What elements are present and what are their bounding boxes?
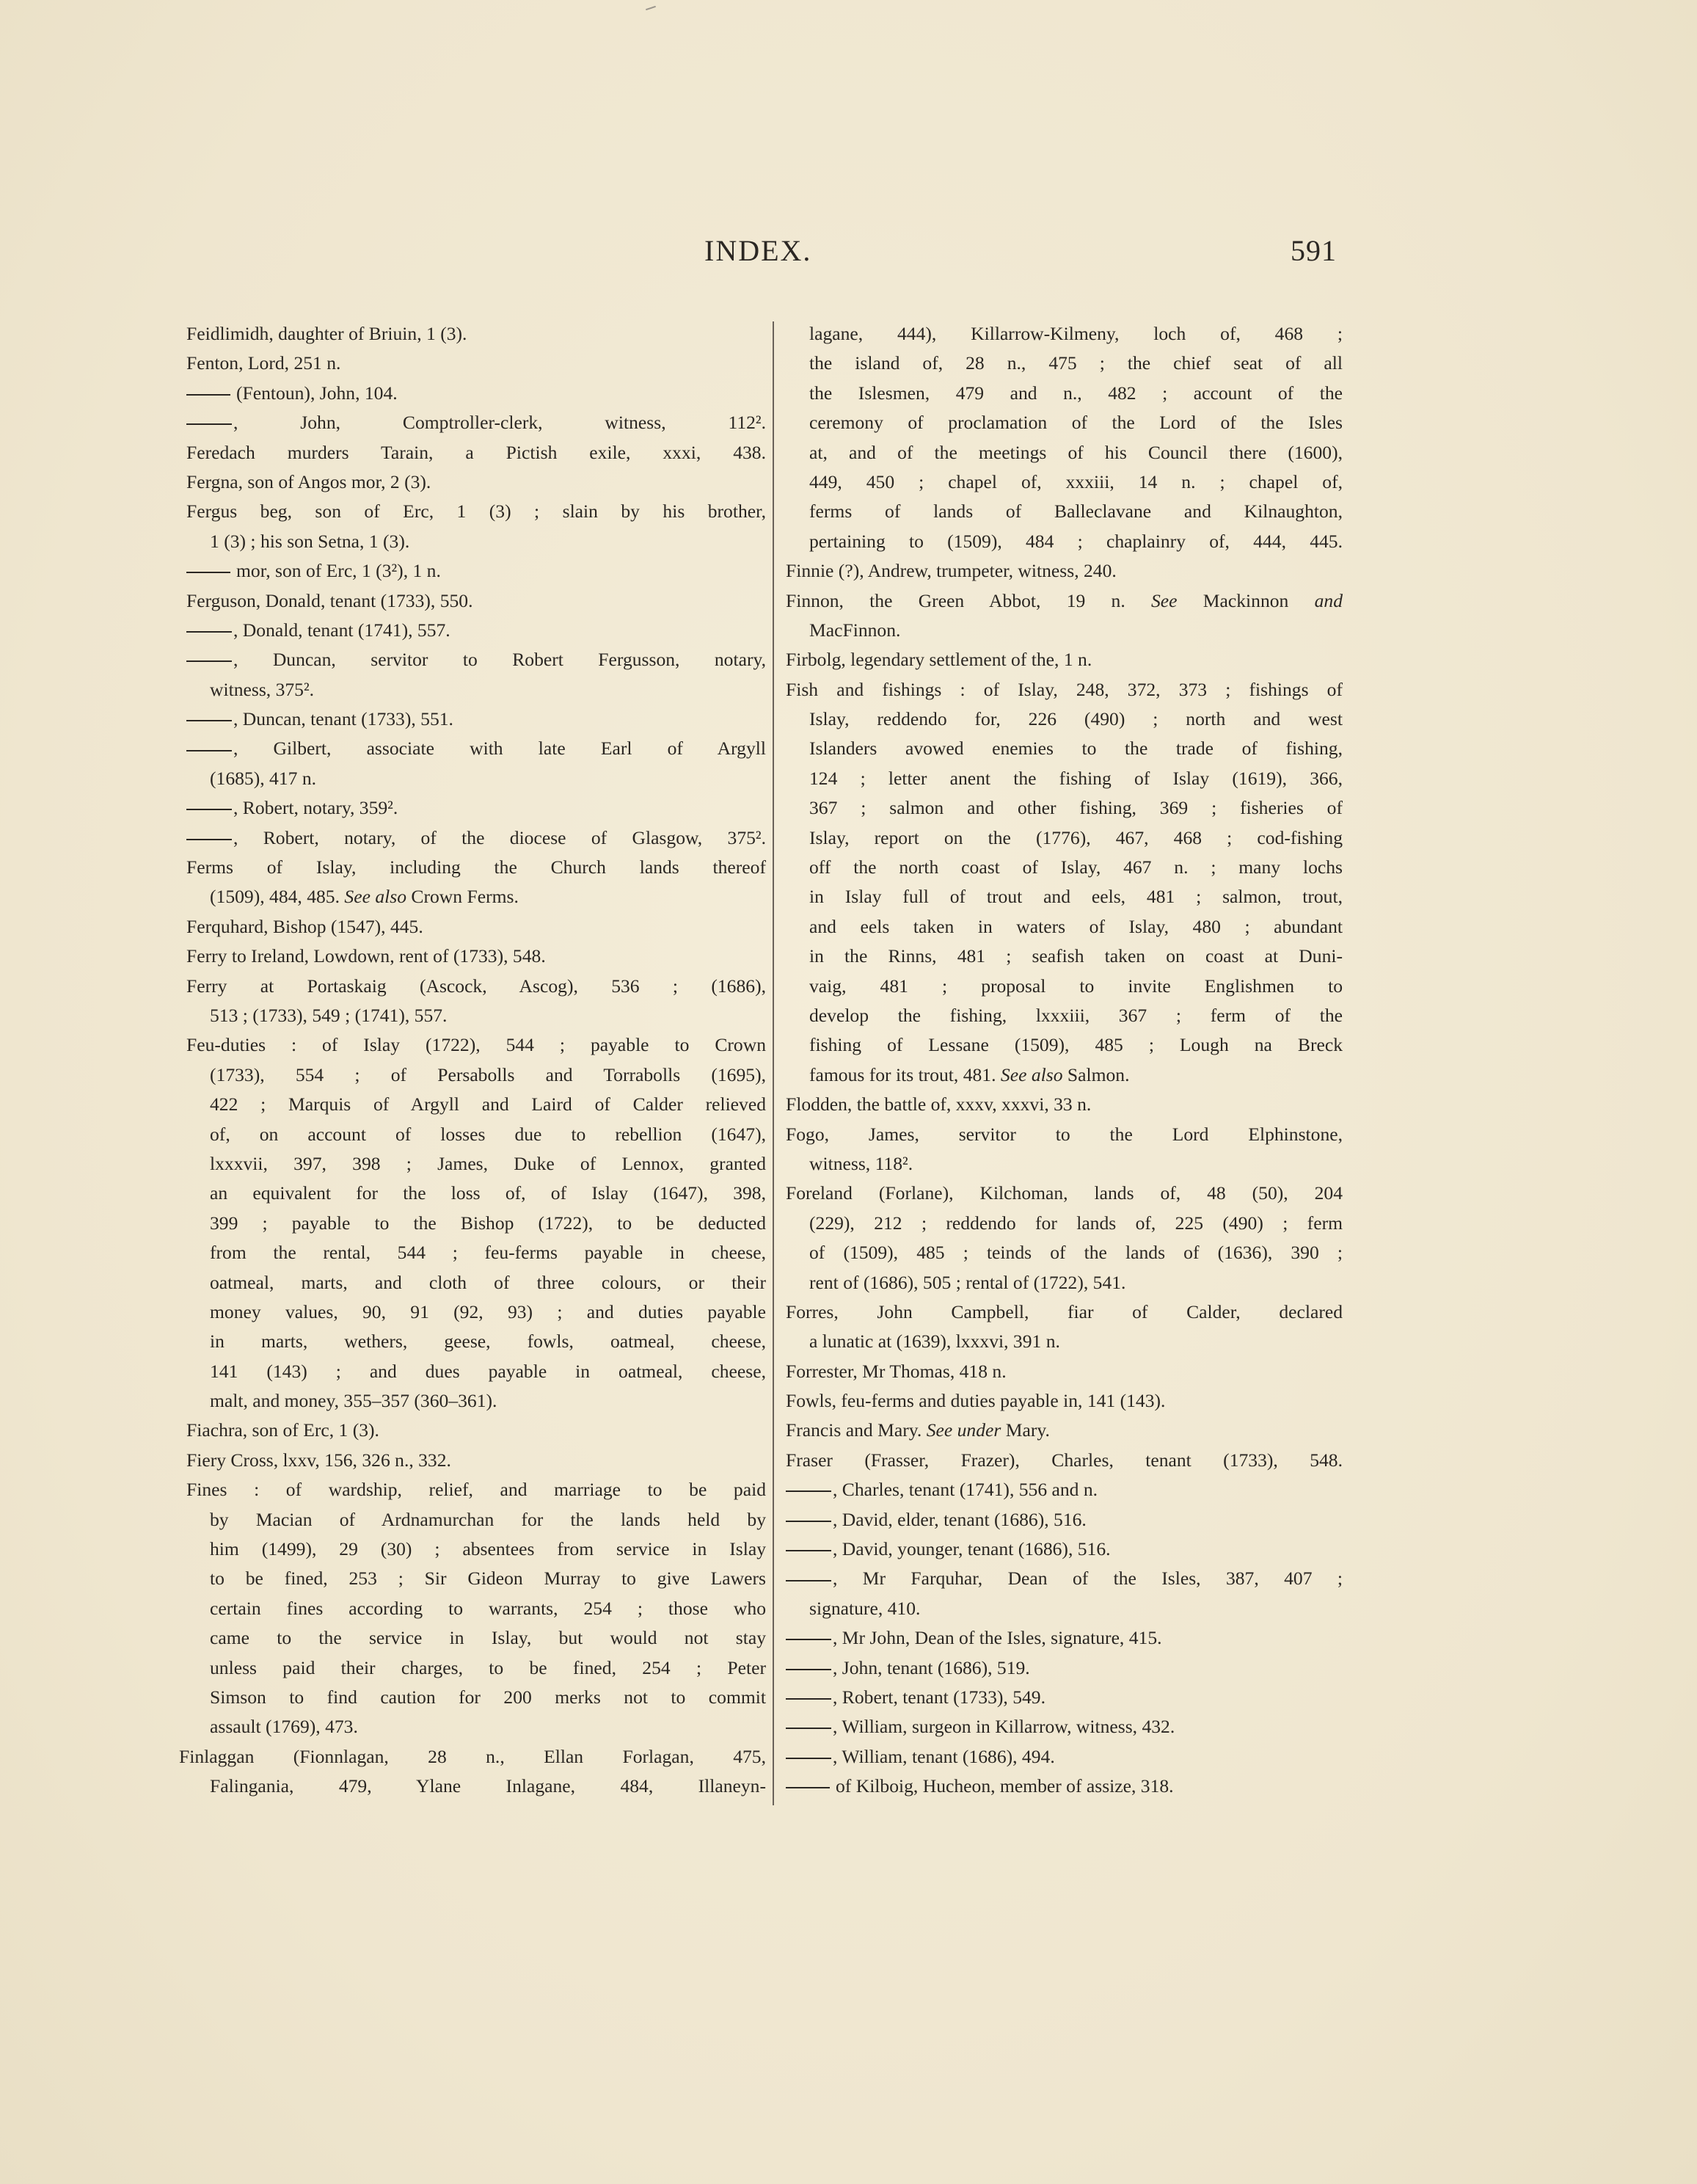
entry-text: (229), 212 ; reddendo for lands of, 225 (490) ; ferm [809, 1212, 1343, 1234]
entry-text: in marts, wethers, geese, fowls, oatmeal, cheese, [210, 1331, 766, 1353]
entry-text: malt, and money, 355–357 (360–361). [210, 1390, 497, 1412]
entry-text: Fines : of wardship, relief, and marriage to be paid [186, 1479, 766, 1501]
index-subentry [786, 1742, 1343, 1772]
index-continuation [786, 853, 1343, 882]
cross-reference-label: See [1150, 589, 1178, 611]
entry-text: Foreland (Forlane), Kilchoman, lands of, 48 (50), 204 [786, 1182, 1343, 1204]
entry-text: , William, tenant (1686), 494. [833, 1745, 1055, 1767]
cross-reference-target: Mary. [1001, 1419, 1050, 1441]
entry-text: , Duncan, tenant (1733), 551. [233, 708, 453, 730]
cross-reference-label: See under [926, 1419, 1001, 1441]
entry-text: off the north coast of Islay, 467 n. ; many lochs [809, 856, 1343, 878]
ditto-dash [186, 572, 230, 573]
index-subentry [186, 408, 766, 437]
index-entry [786, 1446, 1343, 1475]
entry-text: ferms of lands of Balleclavane and Kilnaughton, [809, 500, 1343, 523]
entry-text: came to the service in Islay, but would not stay [210, 1627, 766, 1649]
index-continuation [186, 1238, 766, 1267]
entry-text: Fergus beg, son of Erc, 1 (3) ; slain by his brother, [186, 500, 766, 523]
entry-text: Fogo, James, servitor to the Lord Elphinstone, [786, 1123, 1343, 1145]
entry-text: , David, younger, tenant (1686), 516. [833, 1538, 1111, 1560]
entry-text: pertaining to (1509), 484 ; chaplainry of, 444, 445. [809, 530, 1343, 552]
entry-text: Forres, John Campbell, fiar of Calder, declared [786, 1300, 1343, 1322]
entry-text: oatmeal, marts, and cloth of three colours, or their [210, 1271, 766, 1293]
index-continuation [786, 764, 1343, 793]
entry-text: and eels taken in waters of Islay, 480 ; abundant [809, 915, 1343, 937]
entry-text: Simson to find caution for 200 merks not to commit [210, 1686, 766, 1708]
entry-text: , Donald, tenant (1741), 557. [233, 619, 450, 641]
ditto-dash [186, 750, 232, 751]
entry-text: Feredach murders Tarain, a Pictish exile, xxxi, 438. [186, 441, 766, 463]
index-entry [786, 1090, 1343, 1119]
index-entry [786, 1120, 1343, 1149]
entry-text: 449, 450 ; chapel of, xxxiii, 14 n. ; chapel of, [809, 470, 1343, 492]
index-continuation [786, 1001, 1343, 1030]
index-continuation [186, 675, 766, 705]
index-continuation [186, 1712, 766, 1741]
index-entry [186, 1475, 766, 1504]
index-entry [786, 1416, 1343, 1445]
entry-text: rent of (1686), 505 ; rental of (1722), 541. [809, 1271, 1126, 1293]
index-continuation [786, 942, 1343, 971]
index-entry [786, 1386, 1343, 1416]
ditto-dash [186, 631, 232, 633]
entry-text: Fergna, son of Angos mor, 2 (3). [186, 470, 431, 492]
index-continuation [186, 1386, 766, 1416]
index-entry [186, 1030, 766, 1060]
ditto-dash [786, 1639, 831, 1640]
entry-text: witness, 375². [210, 678, 315, 700]
entry-text: at, and of the meetings of his Council there (1600), [809, 441, 1343, 463]
index-continuation [786, 1209, 1343, 1238]
entry-text: 141 (143) ; and dues payable in oatmeal, cheese, [210, 1360, 766, 1382]
ditto-dash [786, 1698, 831, 1700]
entry-text: Feidlimidh, daughter of Briuin, 1 (3). [186, 323, 467, 344]
entry-text: Fiery Cross, lxxv, 156, 326 n., 332. [186, 1449, 451, 1471]
index-entry [786, 1357, 1343, 1386]
entry-text: a lunatic at (1639), lxxxvi, 391 n. [809, 1331, 1060, 1353]
index-continuation [786, 527, 1343, 556]
index-entry [786, 675, 1343, 705]
entry-text: him (1499), 29 (30) ; absentees from service in Islay [210, 1538, 766, 1560]
entry-text: Ferms of Islay, including the Church lands thereof [186, 856, 766, 878]
entry-text: , Robert, notary, of the diocese of Glasgow, 375². [233, 826, 766, 848]
index-subentry [186, 379, 766, 408]
index-continuation [786, 823, 1343, 853]
entry-text: , Robert, tenant (1733), 549. [833, 1686, 1046, 1708]
entry-text: Islay, reddendo for, 226 (490) ; north and west [809, 708, 1343, 730]
entry-text: MacFinnon. [809, 619, 901, 641]
index-subentry [186, 734, 766, 763]
index-continuation [786, 972, 1343, 1001]
entry-text: , Gilbert, associate with late Earl of Argyll [233, 738, 766, 760]
entry-text: , Robert, notary, 359². [233, 797, 398, 819]
index-subentry [186, 793, 766, 823]
entry-text: money values, 90, 91 (92, 93) ; and duties payable [210, 1300, 766, 1322]
entry-text: lxxxvii, 397, 398 ; James, Duke of Lennox, granted [210, 1152, 766, 1174]
entry-text: signature, 410. [809, 1597, 921, 1619]
ditto-dash [186, 423, 232, 425]
index-subentry [786, 1653, 1343, 1683]
entry-text: famous for its trout, 481. [809, 1063, 996, 1085]
entry-text: (1733), 554 ; of Persabolls and Torrabolls (1695), [210, 1063, 766, 1085]
ditto-dash [786, 1521, 831, 1522]
ditto-dash [786, 1580, 831, 1581]
entry-text: Islanders avowed enemies to the trade of fishing, [809, 738, 1343, 760]
cross-reference-target: Crown Ferms. [406, 886, 519, 908]
index-entry [186, 853, 766, 882]
entry-text: certain fines according to warrants, 254 ; those who [210, 1597, 766, 1619]
entry-text: Fiachra, son of Erc, 1 (3). [186, 1419, 379, 1441]
entry-text: Fowls, feu-ferms and duties payable in, 141 (143). [786, 1390, 1166, 1412]
index-continuation [186, 1683, 766, 1712]
index-entry [186, 586, 766, 616]
entry-text: , David, elder, tenant (1686), 516. [833, 1508, 1087, 1530]
index-continuation [186, 1535, 766, 1564]
index-subentry [186, 556, 766, 586]
print-mark [646, 6, 656, 10]
entry-text: Ferquhard, Bishop (1547), 445. [186, 915, 423, 937]
index-continuation [186, 1653, 766, 1683]
index-continuation [186, 1505, 766, 1535]
entry-text: unless paid their charges, to be fined, 254 ; Peter [210, 1656, 766, 1678]
ditto-dash [786, 1758, 831, 1759]
index-column-left [179, 319, 766, 1802]
entry-text: an equivalent for the loss of, of Islay (1647), 398, [210, 1182, 766, 1204]
index-subentry [786, 1683, 1343, 1712]
index-continuation [786, 1327, 1343, 1356]
index-entry [186, 912, 766, 942]
entry-text: Feu-duties : of Islay (1722), 544 ; payable to Crown [186, 1034, 766, 1056]
index-continuation [786, 467, 1343, 497]
index-continuation [186, 1594, 766, 1623]
index-continuation [186, 1327, 766, 1356]
ditto-dash [786, 1550, 831, 1551]
entry-text: by Macian of Ardnamurchan for the lands held by [210, 1508, 766, 1530]
index-continuation [786, 1030, 1343, 1060]
index-entry [786, 1297, 1343, 1327]
entry-text: of, on account of losses due to rebellion (1647), [210, 1123, 766, 1145]
entry-text: Fish and fishings : of Islay, 248, 372, 373 ; fishings of [786, 678, 1343, 700]
entry-text: , Mr John, Dean of the Isles, signature, 415. [833, 1627, 1162, 1649]
entry-text: fishing of Lessane (1509), 485 ; Lough na Breck [809, 1034, 1343, 1056]
entry-text: Islay, report on the (1776), 467, 468 ; cod-fishing [809, 826, 1343, 848]
cross-reference-conjunction: and [1314, 589, 1343, 611]
entry-text: develop the fishing, lxxxiii, 367 ; ferm of the [809, 1004, 1343, 1026]
index-subentry [786, 1772, 1343, 1801]
index-continuation [786, 379, 1343, 408]
ditto-dash [786, 1787, 830, 1788]
ditto-dash [786, 1728, 831, 1729]
index-entry [179, 1742, 766, 1772]
entry-text: Falingania, 479, Ylane Inlagane, 484, Illaneyn- [210, 1775, 766, 1797]
cross-reference-label: See also [1000, 1063, 1063, 1085]
ditto-dash [186, 839, 232, 840]
index-continuation [186, 882, 766, 911]
ditto-dash [186, 809, 232, 810]
cross-reference-target: Salmon. [1062, 1063, 1130, 1085]
index-entry [186, 942, 766, 971]
index-entry [186, 1416, 766, 1445]
index-continuation [786, 912, 1343, 942]
entry-text: from the rental, 544 ; feu-ferms payable in cheese, [210, 1242, 766, 1264]
index-entry [186, 349, 766, 378]
entry-text: Finnie (?), Andrew, trumpeter, witness, 240. [786, 560, 1117, 582]
index-continuation [786, 1238, 1343, 1267]
entry-text: Finnon, the Green Abbot, 19 n. [786, 589, 1125, 611]
index-subentry [186, 705, 766, 734]
entry-text: in Islay full of trout and eels, 481 ; salmon, trout, [809, 886, 1343, 908]
index-continuation [186, 1772, 766, 1801]
entry-text: (1685), 417 n. [210, 767, 317, 789]
entry-text: Finlaggan (Fionnlagan, 28 n., Ellan Forlagan, 475, [179, 1745, 766, 1767]
index-entry [186, 319, 766, 349]
entry-text: the island of, 28 n., 475 ; the chief seat of all [809, 352, 1343, 374]
entry-text: the Islesmen, 479 and n., 482 ; account of the [809, 382, 1343, 404]
index-subentry [186, 823, 766, 853]
entry-text: Ferry to Ireland, Lowdown, rent of (1733), 548. [186, 945, 546, 967]
index-continuation [186, 1357, 766, 1386]
entry-text: , John, Comptroller-clerk, witness, 112². [233, 412, 766, 434]
index-entry [186, 438, 766, 467]
index-continuation [186, 764, 766, 793]
index-entry [786, 645, 1343, 674]
entry-text: , Mr Farquhar, Dean of the Isles, 387, 407 ; [833, 1568, 1343, 1590]
index-continuation [786, 1268, 1343, 1297]
index-continuation [186, 1564, 766, 1593]
index-continuation [786, 1060, 1343, 1090]
index-subentry [786, 1505, 1343, 1535]
column-divider [773, 321, 774, 1805]
entry-text: Francis and Mary. [786, 1419, 922, 1441]
index-continuation [186, 527, 766, 556]
index-entry [186, 1446, 766, 1475]
entry-text: (Fentoun), John, 104. [236, 382, 398, 404]
index-entry [786, 1179, 1343, 1208]
entry-text: vaig, 481 ; proposal to invite Englishmen to [809, 975, 1343, 997]
entry-text: (1509), 484, 485. [210, 886, 340, 908]
index-continuation [186, 1090, 766, 1119]
entry-text: , William, surgeon in Killarrow, witness, 432. [833, 1716, 1175, 1738]
index-continuation [186, 1297, 766, 1327]
entry-text: Forrester, Mr Thomas, 418 n. [786, 1360, 1007, 1382]
index-subentry [786, 1564, 1343, 1593]
index-continuation [186, 1149, 766, 1179]
index-continuation [786, 349, 1343, 378]
entry-text: lagane, 444), Killarrow-Kilmeny, loch of, 468 ; [809, 323, 1343, 344]
entry-text: assault (1769), 473. [210, 1716, 358, 1738]
index-subentry [786, 1712, 1343, 1741]
entry-text: in the Rinns, 481 ; seafish taken on coast at Duni- [809, 945, 1343, 967]
index-entry [186, 497, 766, 526]
index-entry [186, 972, 766, 1001]
entry-text: 422 ; Marquis of Argyll and Laird of Calder relieved [210, 1093, 766, 1115]
index-continuation [786, 616, 1343, 645]
page-number: 591 [1291, 234, 1337, 267]
entry-text: Firbolg, legendary settlement of the, 1 n. [786, 649, 1092, 671]
ditto-dash [786, 1669, 831, 1670]
index-continuation [186, 1001, 766, 1030]
index-continuation [186, 1268, 766, 1297]
index-continuation [786, 497, 1343, 526]
index-continuation [786, 882, 1343, 911]
entry-text: 124 ; letter anent the fishing of Islay (1619), 366, [809, 767, 1343, 789]
cross-reference-target: Mackinnon [1177, 589, 1315, 611]
entry-text: of Kilboig, Hucheon, member of assize, 318. [836, 1775, 1174, 1797]
index-continuation [786, 408, 1343, 437]
index-entry [786, 586, 1343, 616]
entry-text: 513 ; (1733), 549 ; (1741), 557. [210, 1004, 448, 1026]
ditto-dash [186, 660, 232, 662]
entry-text: , Duncan, servitor to Robert Fergusson, notary, [233, 649, 766, 671]
entry-text: mor, son of Erc, 1 (3²), 1 n. [236, 560, 441, 582]
index-continuation [786, 705, 1343, 734]
ditto-dash [186, 720, 232, 721]
index-continuation [186, 1120, 766, 1149]
entry-text: to be fined, 253 ; Sir Gideon Murray to give Lawers [210, 1568, 766, 1590]
entry-text: of (1509), 485 ; teinds of the lands of (1636), 390 ; [809, 1242, 1343, 1264]
page-title: INDEX. [704, 234, 812, 267]
index-continuation [786, 438, 1343, 467]
entry-text: Fenton, Lord, 251 n. [186, 352, 341, 374]
index-continuation [186, 1060, 766, 1090]
index-subentry [786, 1623, 1343, 1653]
entry-text: 399 ; payable to the Bishop (1722), to be deducted [210, 1212, 766, 1234]
index-entry [786, 556, 1343, 586]
index-continuation [186, 1623, 766, 1653]
index-continuation [186, 1179, 766, 1208]
entry-text: , Charles, tenant (1741), 556 and n. [833, 1479, 1098, 1501]
entry-text: Flodden, the battle of, xxxv, xxxvi, 33 n. [786, 1093, 1092, 1115]
entry-text: Ferry at Portaskaig (Ascock, Ascog), 536 ; (1686), [186, 975, 766, 997]
entry-text: 1 (3) ; his son Setna, 1 (3). [210, 530, 410, 552]
entry-text: , John, tenant (1686), 519. [833, 1656, 1030, 1678]
index-continuation [786, 319, 1343, 349]
ditto-dash [786, 1490, 831, 1492]
index-subentry [186, 616, 766, 645]
cross-reference-label: See also [344, 886, 407, 908]
index-continuation [786, 793, 1343, 823]
index-subentry [186, 645, 766, 674]
index-continuation [786, 1149, 1343, 1179]
index-column-right [786, 319, 1343, 1802]
index-continuation [786, 734, 1343, 763]
index-subentry [786, 1475, 1343, 1504]
index-entry [186, 467, 766, 497]
entry-text: witness, 118². [809, 1152, 913, 1174]
index-continuation [786, 1594, 1343, 1623]
entry-text: 367 ; salmon and other fishing, 369 ; fisheries of [809, 797, 1343, 819]
entry-text: Fraser (Frasser, Frazer), Charles, tenant (1733), 548. [786, 1449, 1343, 1471]
index-subentry [786, 1535, 1343, 1564]
index-continuation [186, 1209, 766, 1238]
entry-text: Ferguson, Donald, tenant (1733), 550. [186, 589, 473, 611]
entry-text: ceremony of proclamation of the Lord of the Isles [809, 412, 1343, 434]
ditto-dash [186, 394, 230, 396]
